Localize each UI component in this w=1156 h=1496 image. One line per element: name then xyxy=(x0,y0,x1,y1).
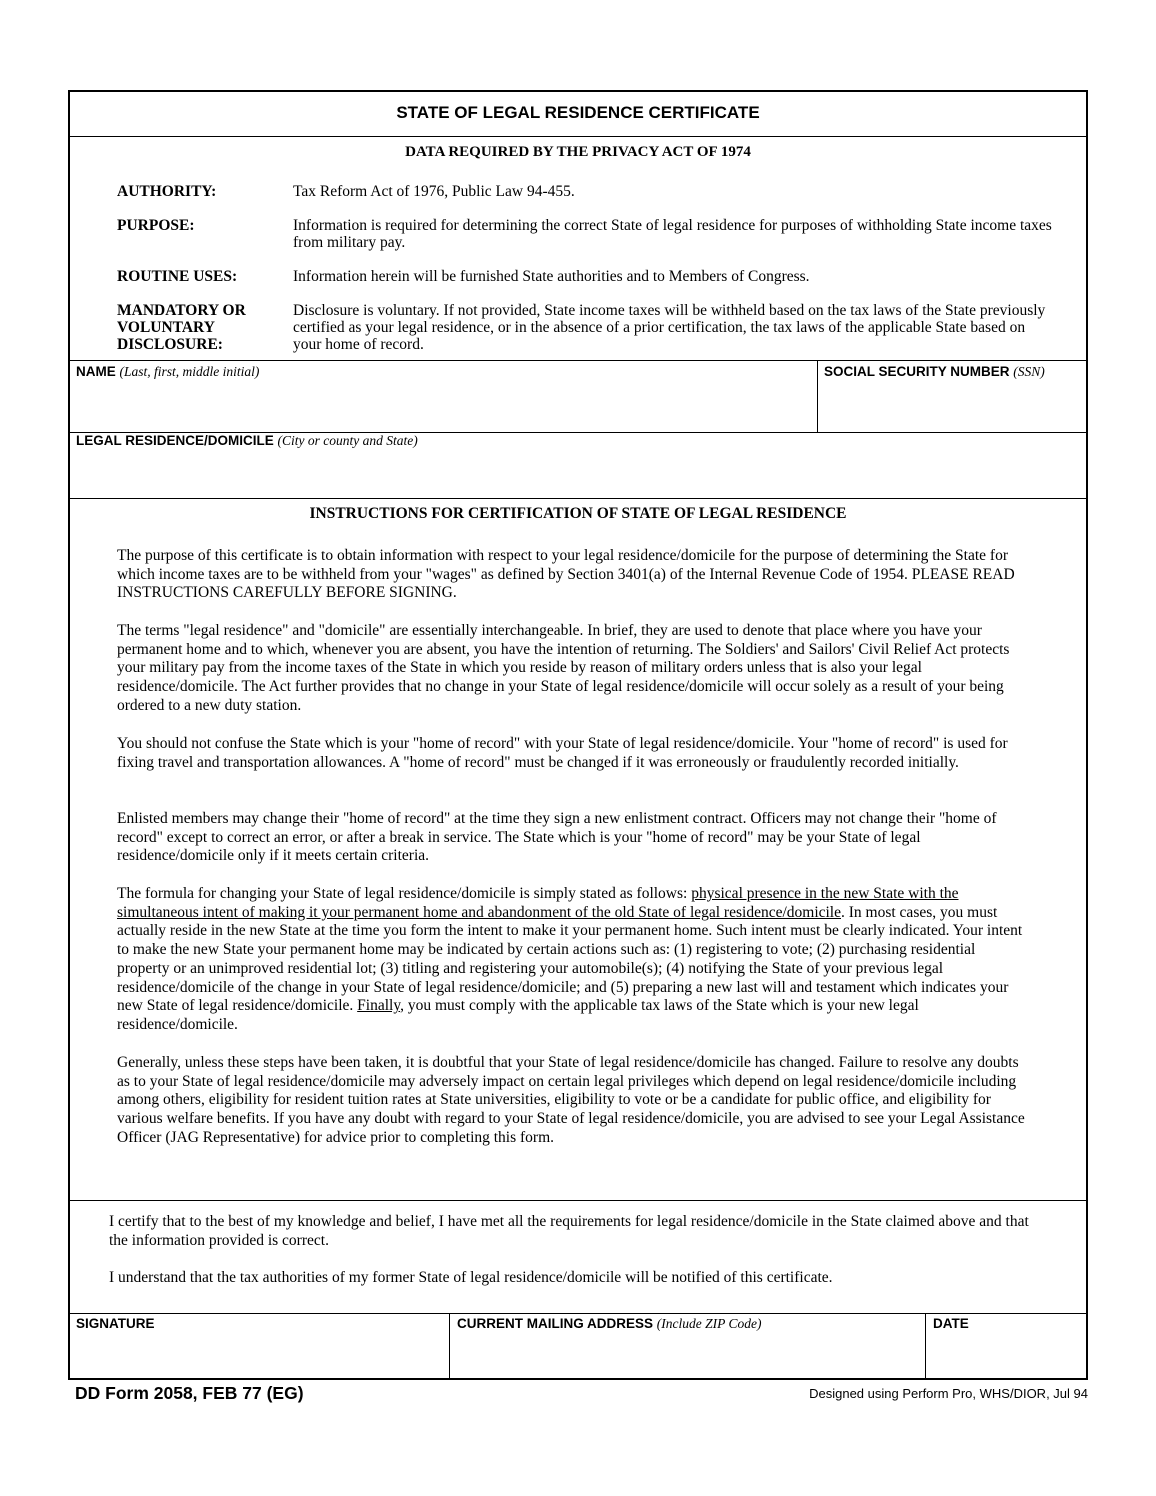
certification-statement: I certify that to the best of my knowledge and belief, I have met all the requirements for legal residence/domicile in the State claimed above and that the information provided is correct. xyxy=(109,1213,1029,1249)
form-number: DD Form 2058, FEB 77 (EG) xyxy=(75,1383,304,1403)
name-label: NAME xyxy=(76,364,116,379)
legal-residence-form xyxy=(68,90,1088,1380)
instructions-paragraph: The purpose of this certificate is to obtain information with respect to your legal residence/domicile for the purpose of determining the State for which income taxes are to be withheld from your "wages" as defined by Section 3401(a) of the Internal Revenue Code of 1954. PLEASE READ INSTRUCTIONS CAREFULLY BEFORE SIGNING. xyxy=(117,547,1015,602)
name-hint: (Last, first, middle initial) xyxy=(119,364,260,379)
divider xyxy=(70,1200,1086,1201)
formula-text: physical presence in the new State with the simultaneous intent of making it your permanent home and abandonment of the old State of legal residence/domicile xyxy=(117,885,959,921)
instructions-paragraph: Generally, unless these steps have been taken, it is doubtful that your State of legal residence/domicile has changed. Failure to resolve any doubts as to your State of legal residence/domicile may adversely impact on certain legal privileges which depend on legal residence/domicile including among others, eligibility for resident tuition rates at State universities, eligibility to vote or be a candidate for public office, and eligibility for various welfare benefits. If you have any doubt with regard to your State of legal residence/domicile, you are advised to see your Legal Assistance Officer (JAG Representative) for advice prior to completing this form. xyxy=(117,1054,1025,1146)
formula-intro: The formula for changing your State of legal residence/domicile is simply stated as follows: xyxy=(117,885,692,902)
instructions-paragraph: The terms "legal residence" and "domicile" are essentially interchangeable. In brief, they are used to denote that place where you have your permanent home and to which, whenever you are absent, you have the intention of returning. The Soldiers' and Sailors' Civil Relief Act protects your military pay from the income taxes of the State in which you reside by reason of military orders unless that is also your legal residence/domicile. The Act further provides that no change in your State of legal residence/domicile will occur solely as a result of your being ordered to a new duty station. xyxy=(117,622,1010,714)
legal-residence-hint: (City or county and State) xyxy=(277,433,418,448)
authority-text: Tax Reform Act of 1976, Public Law 94-455. xyxy=(293,183,575,200)
authority-label: AUTHORITY: xyxy=(117,183,217,200)
divider xyxy=(70,360,1086,361)
disclosure-label-line: MANDATORY OR xyxy=(117,302,246,319)
ssn-label: SOCIAL SECURITY NUMBER xyxy=(824,364,1010,379)
divider xyxy=(817,360,818,432)
divider xyxy=(70,1313,1086,1314)
divider xyxy=(925,1313,926,1380)
routine-uses-label: ROUTINE USES: xyxy=(117,268,238,285)
mailing-address-field[interactable] xyxy=(457,1316,762,1332)
divider xyxy=(449,1313,450,1380)
form-title: STATE OF LEGAL RESIDENCE CERTIFICATE xyxy=(396,103,760,122)
instructions-heading: INSTRUCTIONS FOR CERTIFICATION OF STATE OF LEGAL RESIDENCE xyxy=(309,505,847,522)
instructions-paragraph xyxy=(117,885,1027,1035)
instructions-paragraph: Enlisted members may change their "home of record" at the time they sign a new enlistment contract. Officers may not change their "home of record" except to correct an error, or after a break in service. The State which is your "home of record" may be your State of legal residence/domicile only if it meets certain criteria. xyxy=(117,810,997,865)
routine-uses-text: Information herein will be furnished State authorities and to Members of Congress. xyxy=(293,268,810,285)
instructions-paragraph: You should not confuse the State which is your "home of record" with your State of legal residence/domicile. Your "home of record" is used for fixing travel and transportation allowances. A "home of record" must be changed if it was erroneously or fraudulently recorded initially. xyxy=(117,735,1008,771)
finally-text: Finally xyxy=(357,997,401,1015)
disclosure-label-line: DISCLOSURE: xyxy=(117,336,223,353)
signature-label: SIGNATURE xyxy=(76,1316,155,1331)
signature-field[interactable] xyxy=(76,1316,155,1331)
notification-statement: I understand that the tax authorities of my former State of legal residence/domicile will be notified of this certificate. xyxy=(109,1269,833,1286)
purpose-label: PURPOSE: xyxy=(117,217,195,234)
designer-credit: Designed using Perform Pro, WHS/DIOR, Jul 94 xyxy=(809,1386,1088,1401)
disclosure-label-line: VOLUNTARY xyxy=(117,319,215,336)
disclosure-label xyxy=(117,302,246,353)
disclosure-text: Disclosure is voluntary. If not provided, State income taxes will be withheld based on the tax laws of the State previously certified as your legal residence, or in the absence of a prior certification, the tax laws of the applicable State based on your home of record. xyxy=(293,302,1046,353)
date-label: DATE xyxy=(933,1316,969,1331)
formula-body: . In most cases, you must actually reside in the new State at the time you form the intent to make it your permanent home. Such intent must be clearly indicated. Your intent to make the new State your permanent home may be indicated by certain actions such as: (1) registering to vote; (2) purchasing residential property or an unimproved residential lot; (3) titling and registering your automobile(s); (4) notifying the State of your previous legal residence/domicile of the change in your State of legal residence/domicile; and (5) preparing a new last will and testament which indicates your new State of legal residence/domicile. xyxy=(117,903,1023,1015)
formula-end: , you must comply with the applicable tax laws of the State which is your new legal residence/domicile. xyxy=(117,997,919,1033)
legal-residence-field[interactable] xyxy=(76,433,418,449)
ssn-field[interactable] xyxy=(824,364,1045,380)
ssn-hint: (SSN) xyxy=(1013,364,1045,379)
privacy-act-heading: DATA REQUIRED BY THE PRIVACY ACT OF 1974 xyxy=(405,144,751,160)
mailing-address-hint: (Include ZIP Code) xyxy=(656,1316,762,1331)
legal-residence-label: LEGAL RESIDENCE/DOMICILE xyxy=(76,433,274,448)
date-field[interactable] xyxy=(933,1316,969,1331)
mailing-address-label: CURRENT MAILING ADDRESS xyxy=(457,1316,654,1331)
divider xyxy=(70,136,1086,137)
purpose-text: Information is required for determining the correct State of legal residence for purposes of withholding State income taxes from military pay. xyxy=(293,217,1052,251)
name-field[interactable] xyxy=(76,364,259,380)
divider xyxy=(70,498,1086,499)
